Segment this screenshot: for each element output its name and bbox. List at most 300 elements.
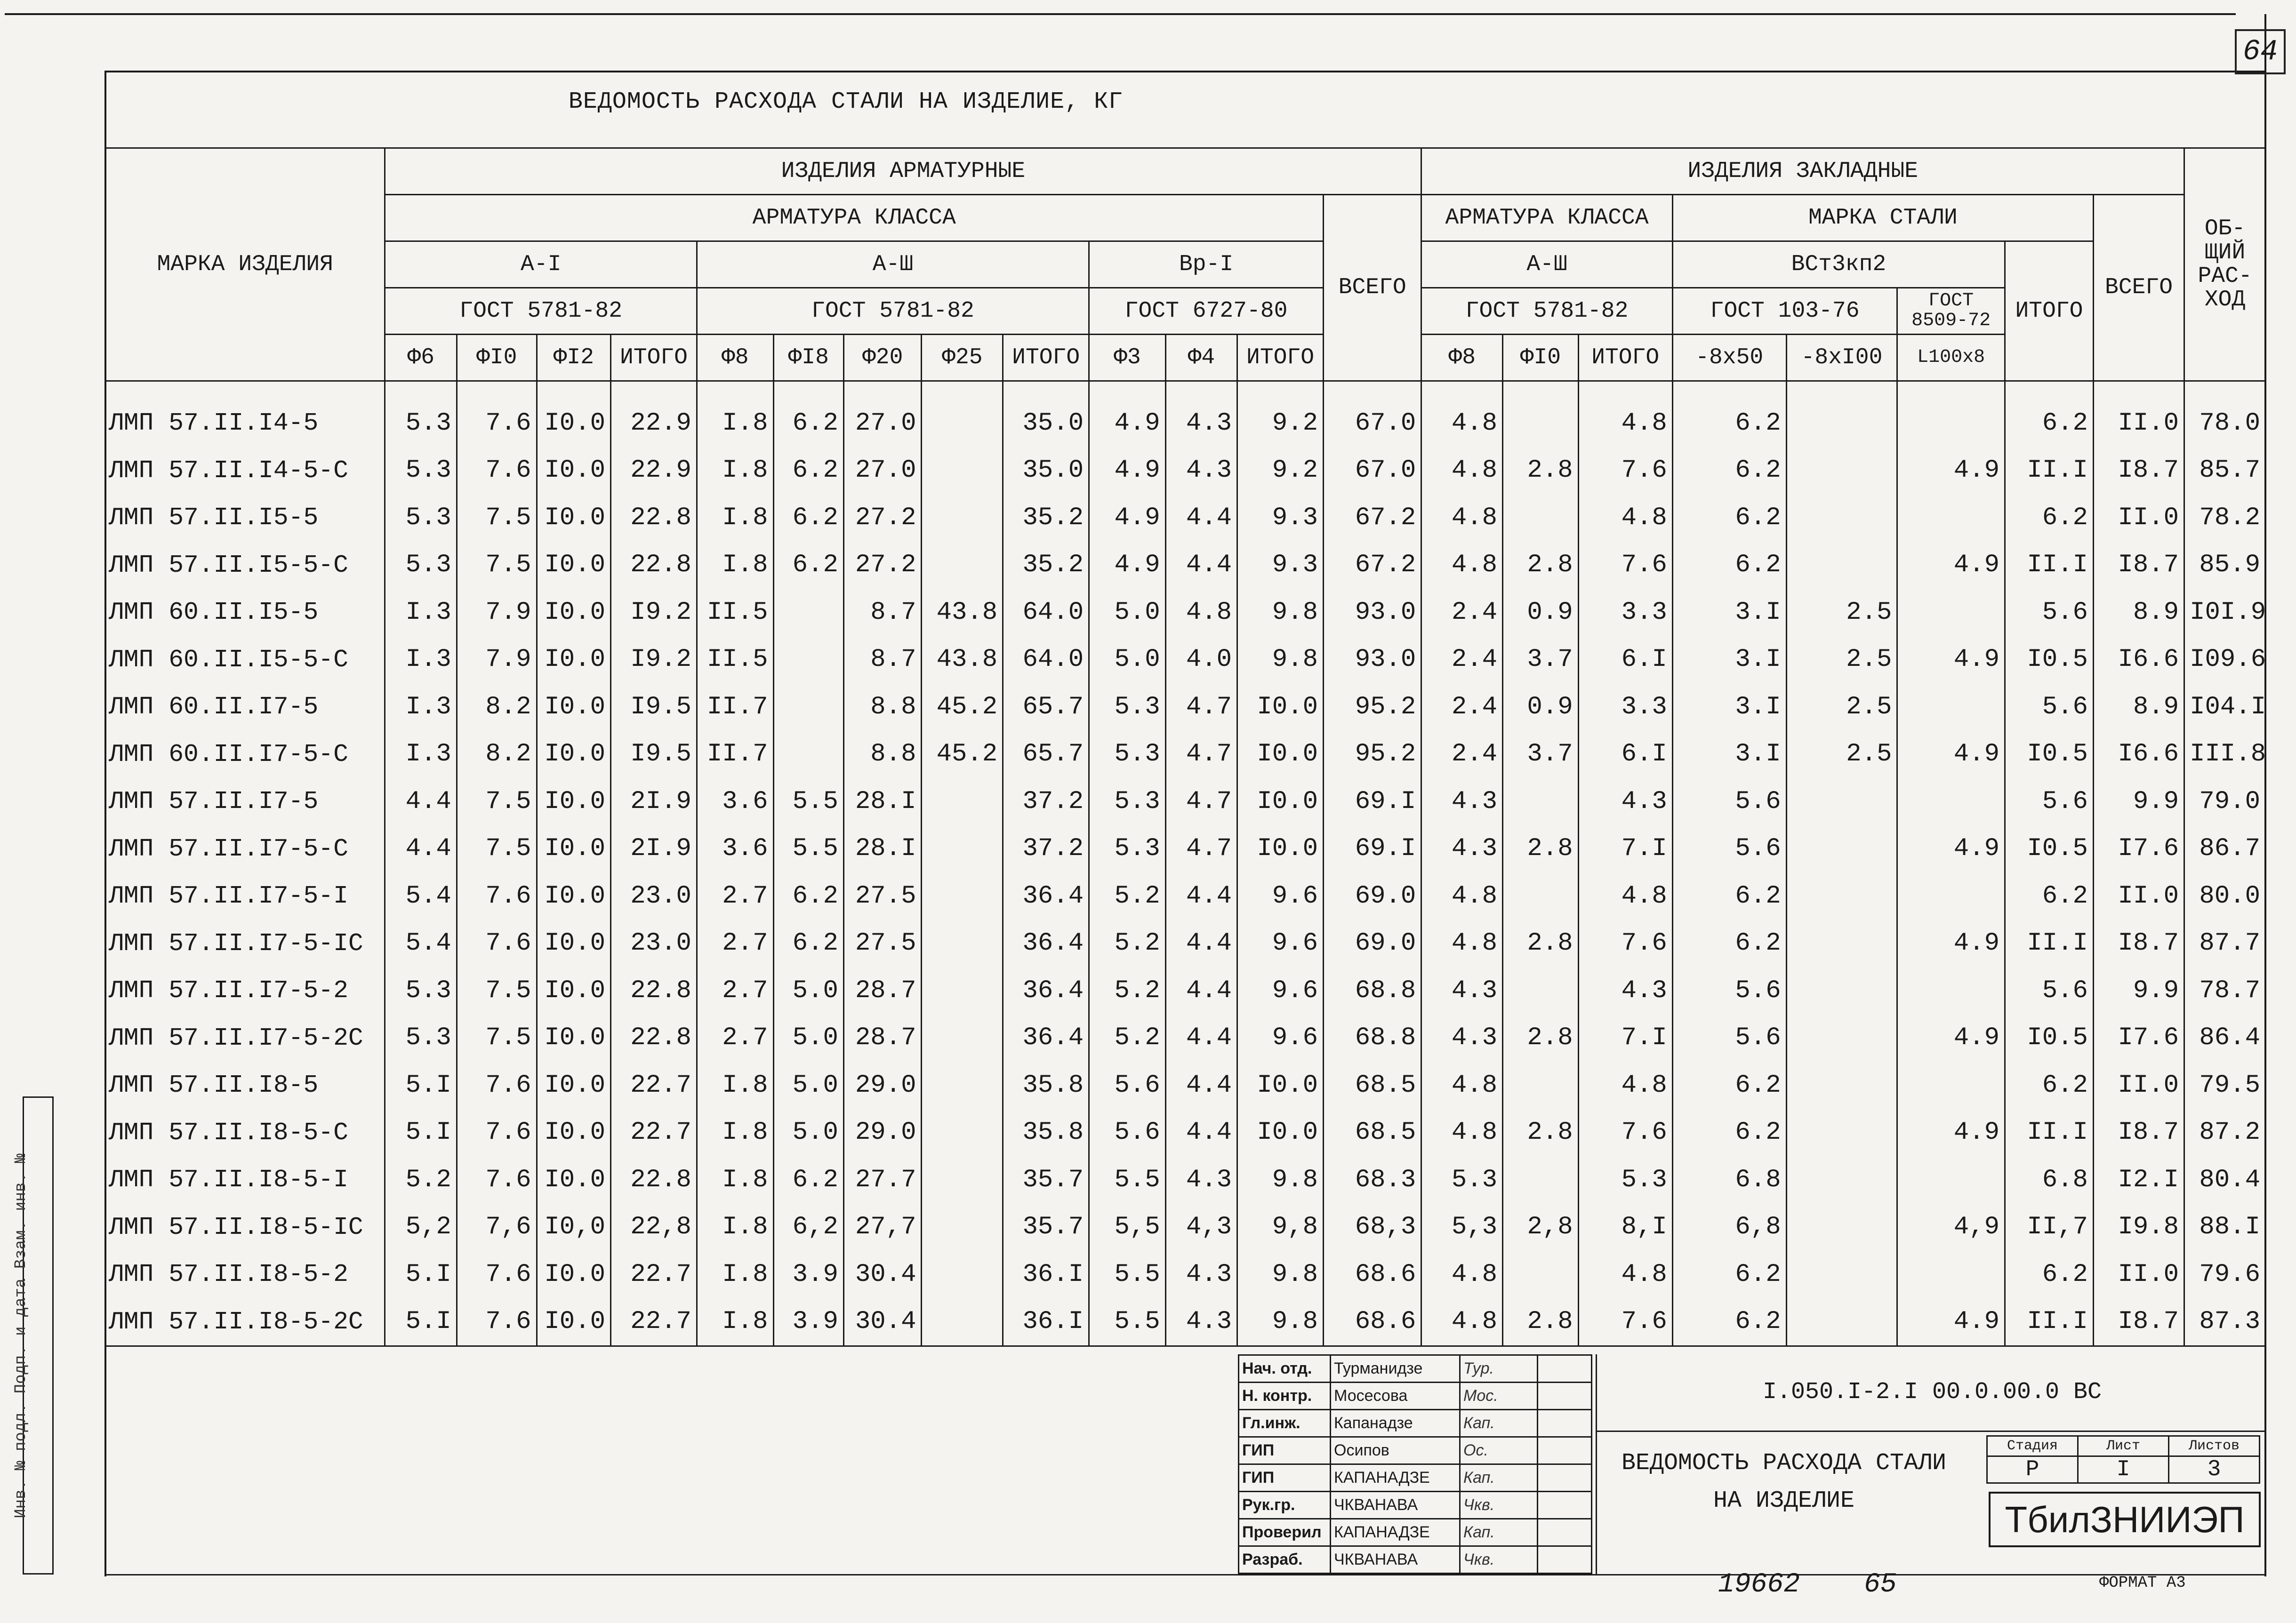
value-cell: 0.9	[1503, 589, 1579, 636]
column-header: ФI2	[537, 335, 611, 381]
value-cell: I.8	[697, 1204, 773, 1251]
signature-name: Турманидзе	[1331, 1355, 1460, 1383]
value-cell	[922, 872, 1003, 920]
value-cell: 0.9	[1503, 683, 1579, 731]
value-cell: 64.0	[1003, 589, 1089, 636]
side-stamp-text: Инв. № подл. Подп. и дата Взам. инв. №	[12, 1153, 30, 1519]
product-mark: ЛМП 57.II.I8-5-I	[105, 1156, 385, 1204]
value-cell: 4.3	[1165, 1156, 1237, 1204]
value-cell	[1503, 1251, 1579, 1298]
value-cell	[922, 778, 1003, 825]
signature-row	[1239, 1355, 1592, 1383]
value-cell: I.8	[697, 447, 773, 495]
value-cell	[1897, 1251, 2005, 1298]
value-cell: 4.4	[1165, 1062, 1237, 1109]
sheet-value: I	[2078, 1456, 2169, 1483]
value-cell: II.7	[697, 683, 773, 731]
value-cell	[922, 920, 1003, 967]
value-cell: II.0	[2093, 1251, 2184, 1298]
product-mark: ЛМП 60.II.I5-5-С	[105, 636, 385, 684]
table-row	[105, 1062, 2266, 1109]
value-cell: 4.3	[1165, 1251, 1237, 1298]
product-mark: ЛМП 57.II.I7-5-С	[105, 825, 385, 873]
value-cell: 7.6	[457, 1156, 537, 1204]
value-cell: 36.I	[1003, 1251, 1089, 1298]
value-cell: 5.3	[1089, 731, 1166, 778]
signature-sig: Кап.	[1460, 1519, 1538, 1546]
value-cell: 4.3	[1421, 967, 1503, 1015]
value-cell: 2.8	[1503, 825, 1579, 873]
column-header: Ф8	[697, 335, 773, 381]
value-cell: 8,I	[1578, 1204, 1672, 1251]
organization-logo: ТбилЗНИИЭП	[1989, 1492, 2261, 1547]
value-cell	[1503, 494, 1579, 542]
value-cell: 5.3	[385, 1015, 457, 1062]
column-header: Ф20	[843, 335, 922, 381]
header-emb-armature-class: АРМАТУРА КЛАССА	[1421, 195, 1672, 241]
value-cell: I7.6	[2093, 1015, 2184, 1062]
value-cell: 7,6	[457, 1204, 537, 1251]
value-cell: 6.2	[1672, 1251, 1786, 1298]
value-cell: 5.2	[385, 1156, 457, 1204]
signature-sig: Ос.	[1460, 1437, 1538, 1464]
value-cell: 7.6	[457, 1251, 537, 1298]
value-cell: 9.6	[1237, 1015, 1324, 1062]
value-cell: I0.0	[537, 731, 611, 778]
value-cell: 29.0	[843, 1109, 922, 1157]
value-cell: 2I.9	[611, 778, 697, 825]
value-cell	[922, 1062, 1003, 1109]
value-cell: 5.6	[2005, 967, 2093, 1015]
sheets-value: 3	[2169, 1456, 2260, 1483]
value-cell: 9.9	[2093, 967, 2184, 1015]
value-cell: 8.8	[843, 683, 922, 731]
value-cell: 69.0	[1323, 872, 1421, 920]
header-a3: А-Ш	[697, 241, 1089, 288]
value-cell: 5.0	[773, 1015, 843, 1062]
value-cell	[773, 636, 843, 684]
value-cell: 86.7	[2184, 825, 2266, 873]
value-cell	[1786, 1109, 1897, 1157]
value-cell: 30.4	[843, 1251, 922, 1298]
signature-row	[1239, 1546, 1592, 1574]
value-cell: 5.5	[773, 778, 843, 825]
value-cell: 35.2	[1003, 494, 1089, 542]
signature-dt	[1538, 1492, 1592, 1519]
value-cell	[1786, 967, 1897, 1015]
column-header: ФI0	[1503, 335, 1579, 381]
signature-name: ЧКВАНАВА	[1331, 1546, 1460, 1574]
value-cell: I0.0	[537, 683, 611, 731]
value-cell: 7.6	[1578, 447, 1672, 495]
value-cell: 6.2	[1672, 381, 1786, 447]
value-cell: 6,8	[1672, 1204, 1786, 1251]
value-cell: 9.8	[1237, 1298, 1324, 1346]
value-cell: 4.9	[1897, 920, 2005, 967]
value-cell: 6.2	[1672, 447, 1786, 495]
signature-dt	[1538, 1464, 1592, 1492]
value-cell: 6.8	[1672, 1156, 1786, 1204]
value-cell: 29.0	[843, 1062, 922, 1109]
header-a1: А-I	[385, 241, 697, 288]
value-cell: I9.2	[611, 636, 697, 684]
header-gost-8509: ГОСТ 8509-72	[1897, 288, 2005, 335]
value-cell: I0.0	[537, 1109, 611, 1157]
value-cell: 3.I	[1672, 731, 1786, 778]
value-cell: 5.2	[1089, 1015, 1166, 1062]
value-cell: 5.6	[2005, 683, 2093, 731]
value-cell: I0.0	[537, 1015, 611, 1062]
value-cell: 2.8	[1503, 920, 1579, 967]
signature-sig: Кап.	[1460, 1410, 1538, 1437]
value-cell: 2.8	[1503, 1015, 1579, 1062]
signature-role: Рук.гр.	[1239, 1492, 1331, 1519]
sheet-number: 64	[2235, 29, 2286, 74]
value-cell: I0.0	[1237, 778, 1324, 825]
value-cell: 5.0	[773, 1062, 843, 1109]
value-cell: 2.8	[1503, 1109, 1579, 1157]
value-cell: II.0	[2093, 872, 2184, 920]
value-cell: 6.2	[773, 494, 843, 542]
value-cell: 5.3	[1089, 778, 1166, 825]
signature-name: КАПАНАДЗЕ	[1331, 1464, 1460, 1492]
value-cell: 7.6	[1578, 920, 1672, 967]
product-mark: ЛМП 57.II.I8-5-2	[105, 1251, 385, 1298]
format-label: ФОРМАТ А3	[2099, 1574, 2186, 1592]
value-cell: 7.6	[457, 381, 537, 447]
table-row	[105, 447, 2266, 495]
value-cell: 4.9	[1089, 494, 1166, 542]
value-cell: 87.7	[2184, 920, 2266, 967]
value-cell: 8.2	[457, 683, 537, 731]
value-cell	[922, 494, 1003, 542]
product-mark: ЛМП 57.II.I8-5-IС	[105, 1204, 385, 1251]
product-mark: ЛМП 57.II.I5-5-С	[105, 542, 385, 589]
table-row	[105, 1015, 2266, 1062]
table-row	[105, 1204, 2266, 1251]
value-cell: II.I	[2005, 1109, 2093, 1157]
header-itogo: ИТОГО	[2005, 241, 2093, 381]
value-cell: 28.7	[843, 1015, 922, 1062]
signature-sig: Чкв.	[1460, 1546, 1538, 1574]
header-steel-grade: МАРКА СТАЛИ	[1672, 195, 2093, 241]
value-cell: 4.9	[1897, 636, 2005, 684]
value-cell: 35.8	[1003, 1109, 1089, 1157]
value-cell: 7.9	[457, 636, 537, 684]
value-cell: 4.4	[385, 825, 457, 873]
value-cell: 22.8	[611, 542, 697, 589]
value-cell: I0.0	[537, 825, 611, 873]
value-cell: 5.3	[385, 447, 457, 495]
value-cell: I0,0	[537, 1204, 611, 1251]
value-cell: 4.4	[1165, 1015, 1237, 1062]
value-cell: 2.7	[697, 967, 773, 1015]
value-cell: I0.0	[1237, 683, 1324, 731]
table-row	[105, 920, 2266, 967]
value-cell: 6.I	[1578, 731, 1672, 778]
signature-row	[1239, 1519, 1592, 1546]
value-cell: 5.I	[385, 1109, 457, 1157]
value-cell: 3.9	[773, 1251, 843, 1298]
value-cell: 22.9	[611, 381, 697, 447]
value-cell: 7.6	[457, 447, 537, 495]
value-cell: 7.6	[1578, 1298, 1672, 1346]
value-cell: 5.6	[1672, 1015, 1786, 1062]
value-cell: 9.2	[1237, 381, 1324, 447]
product-mark: ЛМП 60.II.I7-5	[105, 683, 385, 731]
value-cell: 5.5	[1089, 1156, 1166, 1204]
value-cell: I0.5	[2005, 1015, 2093, 1062]
value-cell: 69.I	[1323, 825, 1421, 873]
signature-role: Проверил	[1239, 1519, 1331, 1546]
value-cell: 22.8	[611, 967, 697, 1015]
value-cell: 2.7	[697, 1015, 773, 1062]
value-cell: 78.7	[2184, 967, 2266, 1015]
value-cell: I8.7	[2093, 1109, 2184, 1157]
value-cell	[1786, 542, 1897, 589]
value-cell: 4.9	[1897, 542, 2005, 589]
value-cell: 35.0	[1003, 447, 1089, 495]
value-cell: 9.6	[1237, 967, 1324, 1015]
signature-sig: Кап.	[1460, 1464, 1538, 1492]
value-cell: 27.5	[843, 920, 922, 967]
value-cell: 4.4	[1165, 872, 1237, 920]
value-cell: I0.0	[1237, 1062, 1324, 1109]
value-cell: 8.7	[843, 589, 922, 636]
signature-row	[1239, 1437, 1592, 1464]
value-cell: I6.6	[2093, 636, 2184, 684]
value-cell: 68,3	[1323, 1204, 1421, 1251]
value-cell: 3.7	[1503, 731, 1579, 778]
value-cell: 4.9	[1897, 731, 2005, 778]
value-cell: I0.0	[537, 447, 611, 495]
value-cell: 7.5	[457, 778, 537, 825]
value-cell: 2.8	[1503, 1298, 1579, 1346]
signature-dt	[1538, 1437, 1592, 1464]
value-cell: 2.4	[1421, 683, 1503, 731]
header-emb-a3: А-Ш	[1421, 241, 1672, 288]
value-cell: 80.0	[2184, 872, 2266, 920]
value-cell: II.0	[2093, 381, 2184, 447]
value-cell: 4.4	[1165, 920, 1237, 967]
value-cell: 6.2	[2005, 494, 2093, 542]
column-header: L100х8	[1897, 335, 2005, 381]
value-cell	[1786, 825, 1897, 873]
value-cell: 79.5	[2184, 1062, 2266, 1109]
value-cell	[1897, 381, 2005, 447]
value-cell: 67.2	[1323, 542, 1421, 589]
header-mark: МАРКА ИЗДЕЛИЯ	[105, 148, 385, 381]
value-cell: I9.5	[611, 731, 697, 778]
signature-role: Нач. отд.	[1239, 1355, 1331, 1383]
value-cell: 7.6	[457, 1109, 537, 1157]
value-cell	[1897, 589, 2005, 636]
value-cell: 5.3	[1089, 683, 1166, 731]
value-cell: 68.5	[1323, 1062, 1421, 1109]
signature-row	[1239, 1464, 1592, 1492]
value-cell: 28.I	[843, 778, 922, 825]
value-cell: 4.3	[1165, 381, 1237, 447]
value-cell: 4.4	[1165, 542, 1237, 589]
value-cell	[922, 1109, 1003, 1157]
value-cell: 36.4	[1003, 1015, 1089, 1062]
value-cell: I0.0	[1237, 731, 1324, 778]
value-cell: 5.I	[385, 1062, 457, 1109]
value-cell: 6.2	[2005, 381, 2093, 447]
product-mark: ЛМП 57.II.I7-5-2	[105, 967, 385, 1015]
value-cell: 4.9	[1897, 1298, 2005, 1346]
value-cell: I8.7	[2093, 1298, 2184, 1346]
value-cell: 8.9	[2093, 683, 2184, 731]
table-row	[105, 1156, 2266, 1204]
value-cell: I0.0	[537, 778, 611, 825]
value-cell: 2.8	[1503, 447, 1579, 495]
value-cell: 4.8	[1421, 872, 1503, 920]
table-row	[105, 589, 2266, 636]
value-cell	[922, 1015, 1003, 1062]
value-cell	[773, 683, 843, 731]
value-cell: 87.2	[2184, 1109, 2266, 1157]
value-cell: II.0	[2093, 1062, 2184, 1109]
signature-name: Осипов	[1331, 1437, 1460, 1464]
sheet-label: Лист	[2078, 1436, 2169, 1456]
value-cell: 4,3	[1165, 1204, 1237, 1251]
value-cell: 5.6	[2005, 589, 2093, 636]
value-cell: 5.6	[1672, 778, 1786, 825]
signature-dt	[1538, 1355, 1592, 1383]
value-cell: 2.4	[1421, 636, 1503, 684]
signature-role: Гл.инж.	[1239, 1410, 1331, 1437]
value-cell	[1897, 872, 2005, 920]
value-cell: 5,3	[1421, 1204, 1503, 1251]
value-cell: 27.0	[843, 381, 922, 447]
value-cell: 86.4	[2184, 1015, 2266, 1062]
value-cell: 4.7	[1165, 683, 1237, 731]
value-cell: 36.I	[1003, 1298, 1089, 1346]
value-cell: 22.9	[611, 447, 697, 495]
value-cell: 4.3	[1165, 447, 1237, 495]
value-cell	[1503, 778, 1579, 825]
value-cell: I.8	[697, 542, 773, 589]
value-cell: I0.0	[537, 636, 611, 684]
value-cell: 4.9	[1897, 1109, 2005, 1157]
value-cell: 6.2	[1672, 542, 1786, 589]
value-cell: 2.4	[1421, 731, 1503, 778]
value-cell: 5.2	[1089, 872, 1166, 920]
value-cell: 2.7	[697, 872, 773, 920]
value-cell: 2.5	[1786, 683, 1897, 731]
value-cell: 5.3	[385, 494, 457, 542]
value-cell: 4.4	[1165, 1109, 1237, 1157]
value-cell: 7.5	[457, 967, 537, 1015]
value-cell: 68.6	[1323, 1251, 1421, 1298]
value-cell: I0.0	[537, 967, 611, 1015]
table-row	[105, 683, 2266, 731]
value-cell: 4,9	[1897, 1204, 2005, 1251]
value-cell: 78.0	[2184, 381, 2266, 447]
signature-table	[1238, 1354, 1592, 1574]
value-cell: 9.3	[1237, 542, 1324, 589]
value-cell: I0.0	[537, 381, 611, 447]
table-row	[105, 381, 2266, 447]
column-header: Ф8	[1421, 335, 1503, 381]
header-bp1: Вр-I	[1089, 241, 1324, 288]
value-cell: I.8	[697, 1109, 773, 1157]
value-cell: 85.7	[2184, 447, 2266, 495]
stage-label: Стадия	[1987, 1436, 2078, 1456]
value-cell: I04.I	[2184, 683, 2266, 731]
value-cell: 4.8	[1421, 542, 1503, 589]
value-cell: 27.2	[843, 494, 922, 542]
value-cell	[1897, 778, 2005, 825]
value-cell: 45.2	[922, 731, 1003, 778]
value-cell: I0.0	[537, 494, 611, 542]
column-header: ИТОГО	[1237, 335, 1324, 381]
value-cell: II.0	[2093, 494, 2184, 542]
product-mark: ЛМП 57.II.I8-5-2С	[105, 1298, 385, 1346]
value-cell: 4.9	[1897, 825, 2005, 873]
value-cell: I0.0	[537, 542, 611, 589]
value-cell: 4.8	[1578, 1251, 1672, 1298]
value-cell	[1786, 1204, 1897, 1251]
header-armature-items: ИЗДЕЛИЯ АРМАТУРНЫЕ	[385, 148, 1421, 195]
value-cell: 9.8	[1237, 1251, 1324, 1298]
value-cell: 37.2	[1003, 778, 1089, 825]
value-cell: 78.2	[2184, 494, 2266, 542]
page-title: ВЕДОМОСТЬ РАСХОДА СТАЛИ НА ИЗДЕЛИЕ, КГ	[568, 88, 1124, 115]
steel-consumption-table	[104, 147, 2266, 1347]
value-cell: 64.0	[1003, 636, 1089, 684]
value-cell	[922, 1156, 1003, 1204]
value-cell	[1503, 872, 1579, 920]
value-cell: 9.6	[1237, 920, 1324, 967]
value-cell: 4.8	[1421, 381, 1503, 447]
value-cell: 3.9	[773, 1298, 843, 1346]
value-cell	[1786, 1015, 1897, 1062]
value-cell: 22.8	[611, 494, 697, 542]
signature-role: ГИП	[1239, 1437, 1331, 1464]
value-cell	[922, 967, 1003, 1015]
value-cell	[1786, 1062, 1897, 1109]
column-header: Ф3	[1089, 335, 1166, 381]
value-cell: 5.0	[773, 967, 843, 1015]
value-cell: 36.4	[1003, 967, 1089, 1015]
value-cell: 5.I	[385, 1298, 457, 1346]
value-cell: 6.8	[2005, 1156, 2093, 1204]
value-cell: 4.7	[1165, 731, 1237, 778]
value-cell: 4.3	[1421, 1015, 1503, 1062]
value-cell: 22.8	[611, 1015, 697, 1062]
table-row	[105, 778, 2266, 825]
value-cell: 93.0	[1323, 589, 1421, 636]
value-cell: 5.3	[385, 381, 457, 447]
table-row	[105, 542, 2266, 589]
value-cell: 87.3	[2184, 1298, 2266, 1346]
value-cell: 7.I	[1578, 1015, 1672, 1062]
value-cell: 23.0	[611, 872, 697, 920]
value-cell: 6.2	[1672, 1062, 1786, 1109]
value-cell: 22.7	[611, 1109, 697, 1157]
value-cell	[1786, 1298, 1897, 1346]
value-cell: I0.0	[1237, 1109, 1324, 1157]
value-cell: I9.2	[611, 589, 697, 636]
value-cell	[1786, 920, 1897, 967]
signature-dt	[1538, 1410, 1592, 1437]
value-cell: I.8	[697, 494, 773, 542]
value-cell: 6.2	[773, 920, 843, 967]
value-cell: 22,8	[611, 1204, 697, 1251]
value-cell: 4.8	[1421, 920, 1503, 967]
